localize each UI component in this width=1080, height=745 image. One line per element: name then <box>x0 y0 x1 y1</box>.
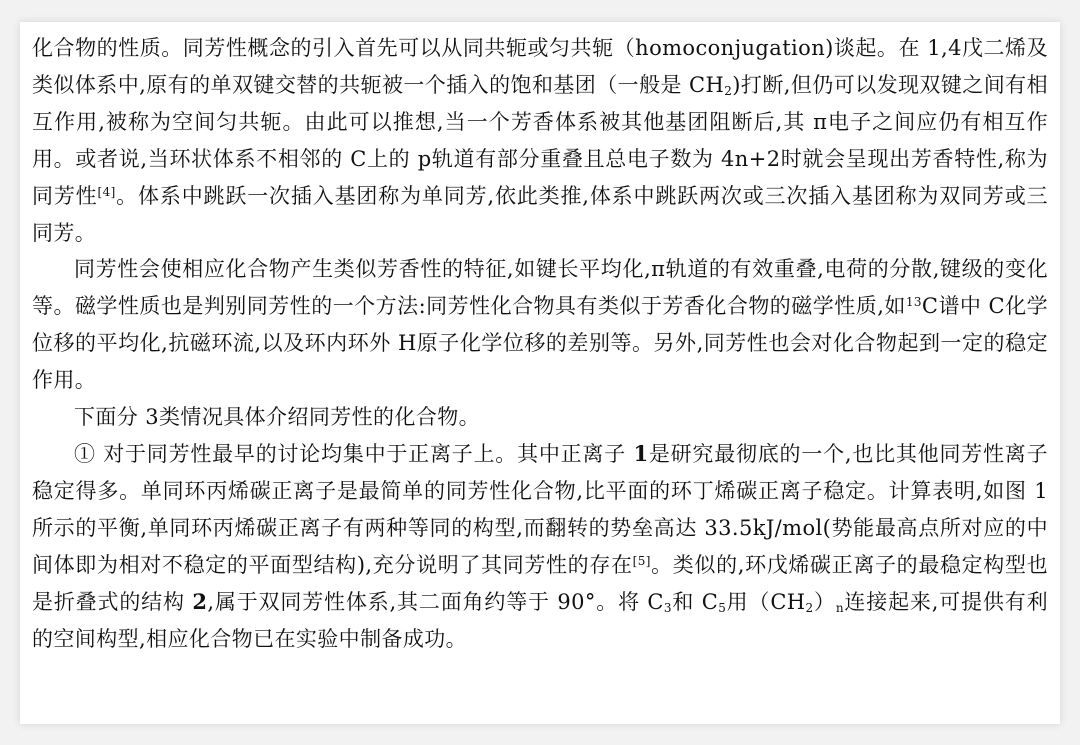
text-run: 和 C <box>671 589 719 614</box>
compound-number-bold: 1 <box>633 440 649 466</box>
paragraph-3 <box>32 399 1048 436</box>
citation-superscript: [5] <box>632 553 651 568</box>
subscript: 3 <box>663 600 672 615</box>
text-run: ,属于双同芳性体系,其二面角约等于 90°。将 C <box>207 589 664 614</box>
compound-number-bold: 2 <box>192 588 208 614</box>
paragraph-2 <box>32 251 1048 399</box>
subscript: n <box>835 600 844 615</box>
text-run: 用（CH <box>726 589 806 614</box>
text-run: 。类似的,环戊烯碳正离子的最稳定构型也是折叠式的结构 <box>32 552 1049 614</box>
text-run: 下面分 3类情况具体介绍同芳性的化合物。 <box>74 405 481 430</box>
text-run: ） <box>813 589 836 614</box>
citation-superscript: [4] <box>97 184 116 199</box>
paragraph-1 <box>32 30 1048 251</box>
text-run: 同芳性会使相应化合物产生类似芳香性的特征,如键长平均化,π轨道的有效重叠,电荷的分散,键级的变化等。磁学性质也是判别同芳性的一个方法:同芳性化合物具有类似于芳香化合物的磁学性质,如 <box>32 257 1048 319</box>
paragraph-4 <box>32 436 1048 657</box>
text-run: C谱中 C化学位移的平均化,抗磁环流,以及环内环外 H原子化学位移的差别等。另外,同芳性也会对化合物起到一定的稳定作用。 <box>32 294 1048 393</box>
text-run: 连接起来,可提供有利的空间构型,相应化合物已在实验中制备成功。 <box>32 589 1048 651</box>
subscript: 2 <box>724 83 733 98</box>
isotope-superscript: 13 <box>905 295 922 310</box>
text-run: )打断,但仍可以发现双键之间有相互作用,被称为空间匀共轭。由此可以推想,当一个芳香体系被其他基团阻断后,其 π电子之间应仍有相互作用。或者说,当环状体系不相邻的 C上的 p轨道有部分重叠且总电子数为 4n+2时就会呈现出芳香特性,称为同芳性 <box>32 72 1048 208</box>
document-page <box>20 22 1060 724</box>
text-run: ① 对于同芳性最早的讨论均集中于正离子上。其中正离子 <box>74 441 634 466</box>
text-run: 化合物的性质。同芳性概念的引入首先可以从同共轭或匀共轭（homoconjugation)谈起。在 1,4戊二烯及类似体系中,原有的单双键交替的共轭被一个插入的饱和基团（一般是 CH <box>32 36 1048 97</box>
text-run: 是研究最彻底的一个,也比其他同芳性离子稳定得多。单同环丙烯碳正离子是最简单的同芳性化合物,比平面的环丁烯碳正离子稳定。计算表明,如图 1所示的平衡,单同环丙烯碳正离子有两种等同的构型,而翻转的势垒高达 33.5kJ/mol(势能最高点所对应的中间体即为相对不稳定的平面型结构),充分说明了其同芳性的存在 <box>32 441 1048 577</box>
subscript: 2 <box>805 600 814 615</box>
subscript: 5 <box>718 600 727 615</box>
text-run: 。体系中跳跃一次插入基团称为单同芳,依此类推,体系中跳跃两次或三次插入基团称为双同芳或三同芳。 <box>32 183 1049 245</box>
